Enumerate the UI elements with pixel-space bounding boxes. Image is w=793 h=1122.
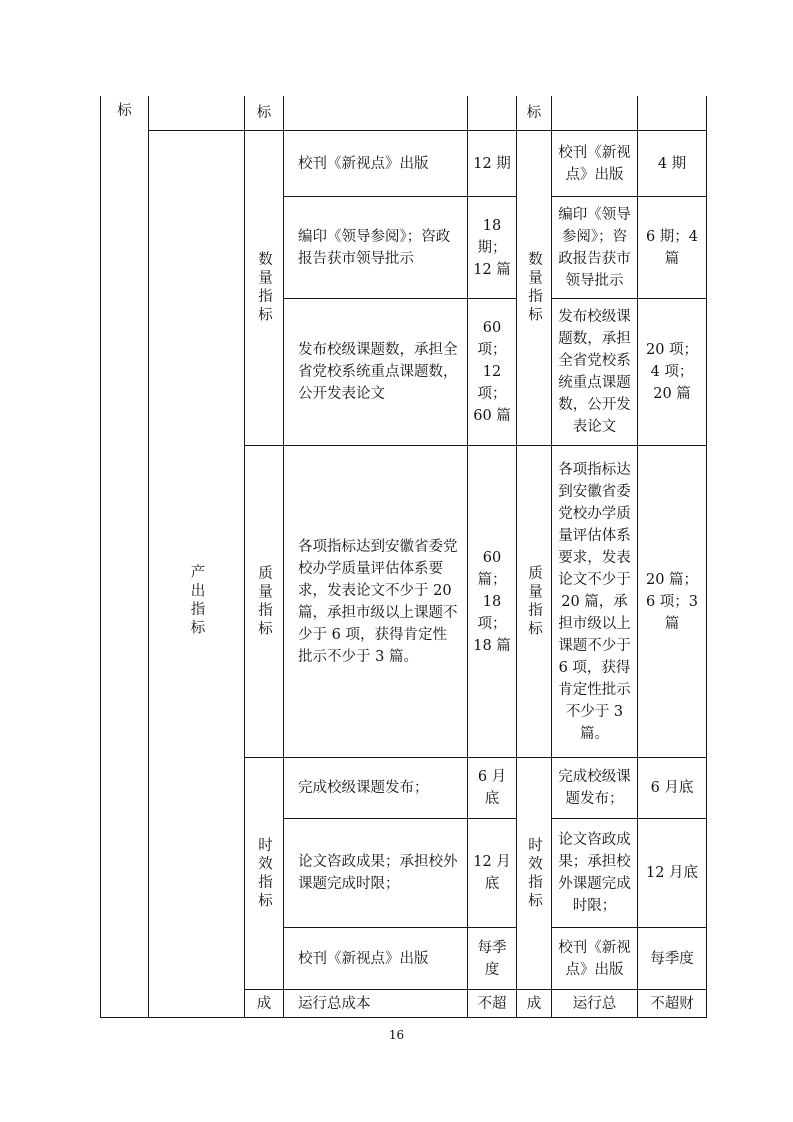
row3-left-text: 各项指标达到安徽省委党校办学质量评估体系要求，发表论文不少于 20 篇，承担市级以上课题不少于 6 项，获得肯定性批示不少于 3 篇。 — [298, 538, 458, 665]
row4-left-value: 6 月底 — [477, 769, 507, 807]
group-timeliness-text: 时效指标 — [256, 836, 272, 911]
row4-right-text: 完成校级课题发布； — [558, 769, 631, 807]
row6-left-value: 每季度 — [477, 939, 507, 978]
row0-left-value: 12 期 — [473, 155, 511, 172]
table-border-left — [100, 96, 101, 1018]
row0-right-text: 校刊《新视点》出版 — [558, 144, 631, 183]
group-quality-label-right — [517, 446, 551, 757]
row6-left-text: 校刊《新视点》出版 — [298, 950, 429, 967]
group-quality-text: 质量指标 — [256, 564, 272, 639]
row6-right-text: 校刊《新视点》出版 — [558, 939, 631, 978]
row2-left-value: 60 项；12 项；60 篇 — [473, 320, 511, 424]
row7-left-text: 运行总成本 — [298, 995, 371, 1012]
row7-right-text: 运行总 — [572, 995, 617, 1012]
top-row-col6: 标 — [526, 105, 542, 121]
group-quantity-right-text: 数量指标 — [526, 251, 542, 325]
group-quantity-label — [245, 131, 283, 445]
page-number: 16 — [388, 1028, 405, 1042]
cost-label-right: 成 — [526, 995, 542, 1012]
level1-output-text: 产出指标 — [188, 564, 205, 638]
table-border-bottom — [100, 1017, 707, 1018]
row1-right-text: 编印《领导参阅》；咨政报告获市领导批示 — [558, 206, 631, 289]
row0-left-text: 校刊《新视点》出版 — [298, 155, 429, 172]
table-border-right — [706, 96, 707, 1018]
level1-output-label — [149, 445, 244, 757]
top-row-col3: 标 — [256, 105, 272, 121]
row5-left-value: 12 月底 — [473, 854, 511, 892]
row3-right-text: 各项指标达到安徽省委党校办学质量评估体系要求，发表论文不少于 20 篇，承担市级以上课题不少于 6 项，获得肯定性批示不少于 3 篇。 — [558, 461, 631, 742]
row3-left-value: 60 篇；18 项；18 篇 — [473, 549, 511, 654]
group-timeliness-right-text: 时效指标 — [526, 836, 542, 911]
row1-left-value: 18 期；12 篇 — [473, 217, 511, 278]
row1-right-value: 6 期；4 篇 — [645, 228, 699, 267]
row6-right-value: 每季度 — [650, 950, 694, 967]
row5-left-text: 论文咨政成果；承担校外课题完成时限； — [298, 854, 458, 892]
row2-right-text: 发布校级课题数，承担全省党校系统重点课题数，公开发表论文 — [558, 309, 631, 435]
row4-right-value: 6 月底 — [650, 780, 694, 796]
row4-left-text: 完成校级课题发布； — [298, 780, 429, 796]
row5-right-text: 论文咨政成果；承担校外课题完成时限； — [558, 832, 631, 914]
row0-right-value: 4 期 — [657, 155, 687, 172]
top-row-col1: 标 — [117, 103, 132, 119]
row2-left-text: 发布校级课题数，承担全省党校系统重点课题数，公开发表论文 — [298, 342, 458, 402]
group-timeliness-label — [245, 758, 283, 989]
group-quantity-text: 数量指标 — [256, 251, 272, 325]
row7-left-value: 不超 — [477, 995, 507, 1012]
row5-right-value: 12 月底 — [645, 865, 699, 881]
group-quality-right-text: 质量指标 — [526, 564, 542, 639]
row3-right-value: 20 篇；6 项；3 篇 — [645, 571, 699, 632]
cost-label-left: 成 — [256, 995, 272, 1012]
group-quantity-label-right — [517, 131, 551, 445]
row2-right-value: 20 项；4 项；20 篇 — [645, 342, 699, 402]
row7-right-value: 不超财 — [650, 995, 694, 1012]
group-quality-label — [245, 446, 283, 757]
group-timeliness-label-right — [517, 758, 551, 989]
row1-left-text: 编印《领导参阅》；咨政报告获市领导批示 — [298, 228, 451, 267]
